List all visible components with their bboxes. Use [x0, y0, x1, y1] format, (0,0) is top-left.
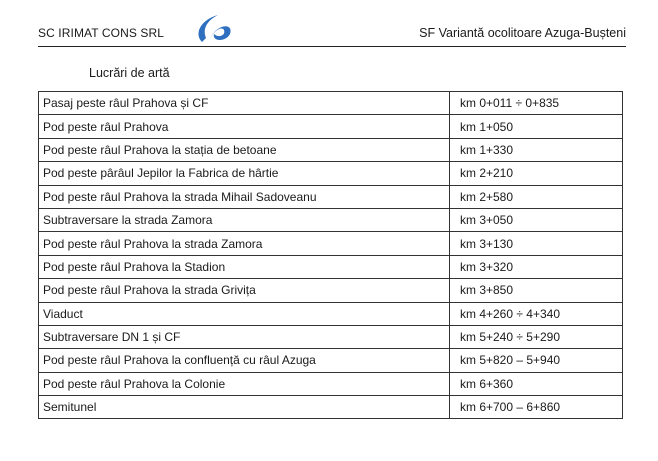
- table-row: [39, 302, 623, 325]
- structure-name: Pod peste râul Prahova la confluență cu râul Azuga: [39, 349, 450, 372]
- kilometer-position: km 6+700 – 6+860: [450, 396, 623, 419]
- table-row: [39, 185, 623, 208]
- table-row: [39, 349, 623, 372]
- kilometer-position: km 1+330: [450, 138, 623, 161]
- table-row: [39, 115, 623, 138]
- kilometer-position: km 1+050: [450, 115, 623, 138]
- kilometer-position: km 0+011 ÷ 0+835: [450, 92, 623, 115]
- structure-name: Pod peste râul Prahova la stația de betoane: [39, 138, 450, 161]
- structure-name: Pod peste râul Prahova: [39, 115, 450, 138]
- works-table: [38, 91, 623, 419]
- project-title: SF Variantă ocolitoare Azuga-Bușteni: [419, 26, 626, 40]
- kilometer-position: km 4+260 ÷ 4+340: [450, 302, 623, 325]
- kilometer-position: km 3+130: [450, 232, 623, 255]
- kilometer-position: km 3+320: [450, 255, 623, 278]
- section-title: Lucrări de artă: [89, 66, 170, 80]
- kilometer-position: km 5+240 ÷ 5+290: [450, 325, 623, 348]
- structure-name: Pod peste râul Prahova la Stadion: [39, 255, 450, 278]
- kilometer-position: km 2+210: [450, 162, 623, 185]
- kilometer-position: km 2+580: [450, 185, 623, 208]
- table-row: [39, 138, 623, 161]
- table-row: [39, 232, 623, 255]
- structure-name: Pod peste pârâul Jepilor la Fabrica de hârtie: [39, 162, 450, 185]
- table-row: [39, 372, 623, 395]
- kilometer-position: km 5+820 – 5+940: [450, 349, 623, 372]
- table-row: [39, 325, 623, 348]
- table-row: [39, 92, 623, 115]
- page-header: [38, 12, 626, 47]
- structure-name: Pod peste râul Prahova la strada Mihail Sadoveanu: [39, 185, 450, 208]
- structure-name: Semitunel: [39, 396, 450, 419]
- table-row: [39, 208, 623, 231]
- structure-name: Pasaj peste râul Prahova și CF: [39, 92, 450, 115]
- table-row: [39, 162, 623, 185]
- structure-name: Subtraversare DN 1 și CF: [39, 325, 450, 348]
- structure-name: Pod peste râul Prahova la Colonie: [39, 372, 450, 395]
- structure-name: Subtraversare la strada Zamora: [39, 208, 450, 231]
- company-logo-icon: [188, 12, 238, 44]
- structure-name: Pod peste râul Prahova la strada Zamora: [39, 232, 450, 255]
- kilometer-position: km 6+360: [450, 372, 623, 395]
- table-row: [39, 396, 623, 419]
- kilometer-position: km 3+050: [450, 208, 623, 231]
- table-row: [39, 255, 623, 278]
- structure-name: Viaduct: [39, 302, 450, 325]
- kilometer-position: km 3+850: [450, 279, 623, 302]
- structure-name: Pod peste râul Prahova la strada Grivița: [39, 279, 450, 302]
- table-row: [39, 279, 623, 302]
- company-name: SC IRIMAT CONS SRL: [38, 26, 165, 40]
